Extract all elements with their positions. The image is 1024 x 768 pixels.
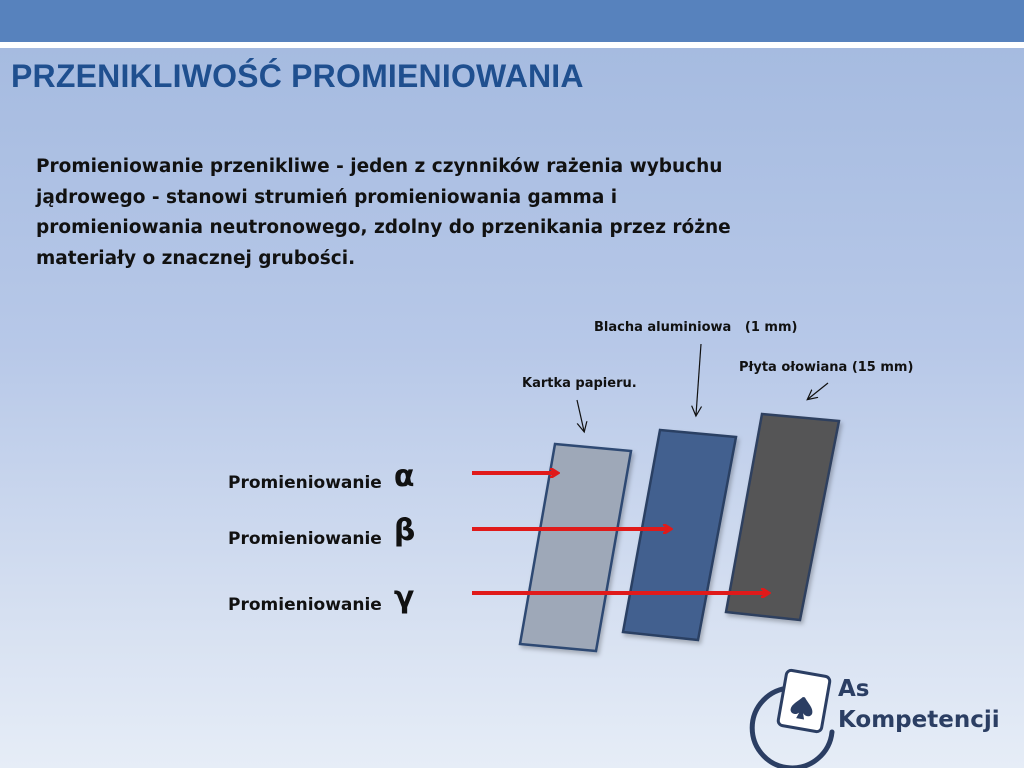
beta-symbol: β — [393, 513, 416, 548]
ray-label-gamma: Promieniowanie γ — [228, 580, 415, 615]
ray-label-alpha: Promieniowanie α — [228, 459, 415, 494]
lead-pointer-arrow — [808, 383, 828, 399]
paper-pointer-arrow — [577, 400, 584, 431]
spade-card-icon — [752, 670, 832, 768]
logo-text-line1: As — [838, 676, 870, 702]
slide-title: PRZENIKLIWOŚĆ PROMIENIOWANIA — [11, 58, 584, 94]
paper-panel — [520, 444, 631, 651]
aluminium-panel — [623, 430, 736, 640]
alpha-symbol: α — [393, 459, 415, 494]
ray-label-beta: Promieniowanie β — [228, 513, 416, 549]
slide-paragraph: Promieniowanie przenikliwe - jeden z czynników rażenia wybuchu jądrowego - stanowi strumień promieniowania gamma i promieniowania neutronowego, zdolny do przenikania przez różne materiały o znacznej grubości. — [36, 156, 731, 269]
lead-label: Płyta ołowiana (15 mm) — [739, 360, 914, 375]
aluminium-pointer-arrow — [696, 344, 701, 415]
paper-label: Kartka papieru. — [522, 376, 637, 391]
aluminium-label: Blacha aluminiowa (1 mm) — [594, 320, 798, 335]
lead-panel — [726, 414, 839, 620]
logo-text-line2: Kompetencji — [838, 707, 1000, 733]
gamma-symbol: γ — [393, 580, 415, 615]
